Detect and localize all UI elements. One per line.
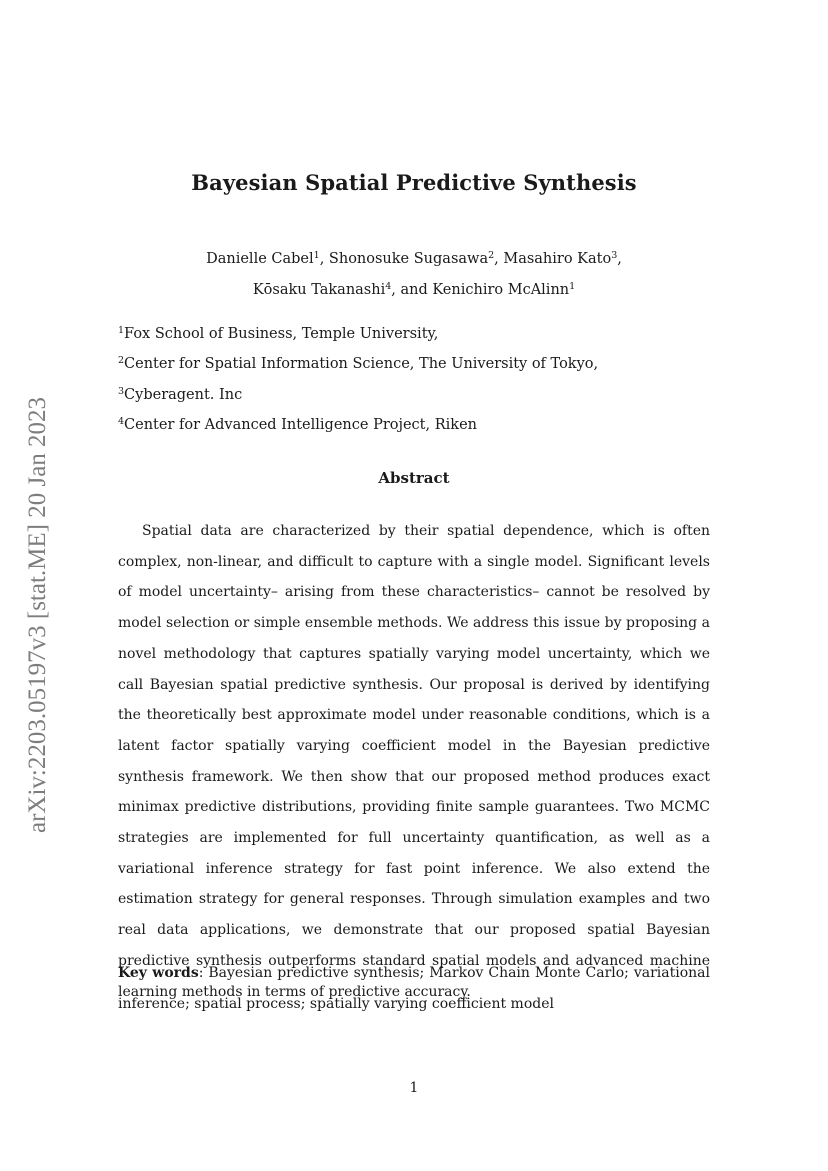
author: Kenichiro McAlinn$^1$ <box>432 281 576 298</box>
arxiv-identifier-stamp: arXiv:2203.05197v3 [stat.ME] 20 Jan 2023 <box>24 396 51 834</box>
author: Masahiro Kato$^3$, <box>503 250 622 267</box>
abstract-heading: Abstract <box>378 469 450 487</box>
author: Danielle Cabel$^1$, <box>206 250 329 267</box>
author: Shonosuke Sugasawa$^2$, <box>328 250 504 267</box>
page-number: 1 <box>409 1080 419 1096</box>
affiliation-2: $^2$Center for Spatial Information Science, The University of Tokyo, <box>118 355 599 372</box>
author-line-1 <box>0 244 828 275</box>
abstract-body: Spatial data are characterized by their spatial dependence, which is often complex, non-linear, and difficult to capture with a single model. Significant levels of model uncertainty– arising from these characteristics– cannot be resolved by model selection or simple ensemble methods. We address this issue by proposing a novel methodology that captures spatially varying model uncertainty, which we call Bayesian spatial predictive synthesis. Our proposal is derived by identifying the theoretically best approximate model under reasonable conditions, which is a latent factor spatially varying coefficient model in the Bayesian predictive synthesis framework. We then show that our proposed method produces exact minimax predictive distributions, providing finite sample guarantees. Two MCMC strategies are implemented for full uncertainty quantification, as well as a variational inference strategy for fast point inference. We also extend the estimation strategy for general responses. Through simulation examples and two real data applications, we demonstrate that our proposed spatial Bayesian predictive synthesis outperforms standard spatial models and advanced machine learning methods in terms of predictive accuracy. <box>118 523 710 1000</box>
keywords-label: Key words <box>118 965 199 981</box>
affiliation-1: $^1$Fox School of Business, Temple University, <box>118 325 439 342</box>
affiliation-4: $^4$Center for Advanced Intelligence Project, Riken <box>118 416 477 433</box>
paper-title: Bayesian Spatial Predictive Synthesis <box>191 170 637 195</box>
keywords-paragraph <box>118 958 710 1019</box>
author-list <box>0 244 828 306</box>
author-line-2 <box>0 275 828 306</box>
affiliation-3: $^3$Cyberagent. Inc <box>118 386 243 403</box>
keywords-text: : Bayesian predictive synthesis; Markov Chain Monte Carlo; variational inference; spatial process; spatially varying coefficient model <box>118 965 710 1012</box>
author: Kōsaku Takanashi$^4$, and <box>252 281 433 298</box>
